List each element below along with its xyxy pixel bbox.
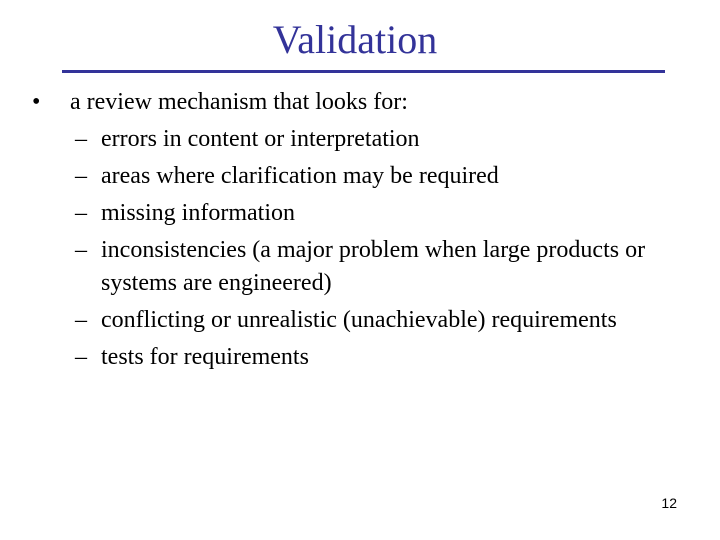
bullet-item — [32, 84, 692, 121]
sub-bullet-item — [32, 232, 692, 302]
title-underline — [62, 70, 665, 73]
dash-icon: – — [75, 200, 87, 226]
bullet-icon: • — [32, 89, 41, 115]
sub-bullet-item — [32, 302, 692, 339]
sub-bullet-text: inconsistencies (a major problem when large products or systems are engineered) — [101, 237, 646, 296]
slide-body — [32, 84, 692, 376]
dash-icon: – — [75, 126, 87, 152]
sub-bullet-item — [32, 121, 692, 158]
dash-icon: – — [75, 237, 87, 263]
sub-bullet-list — [32, 121, 692, 376]
sub-bullet-text: errors in content or interpretation — [101, 126, 420, 152]
dash-icon: – — [75, 344, 87, 370]
sub-bullet-text: conflicting or unrealistic (unachievable) requirements — [101, 307, 617, 333]
dash-icon: – — [75, 307, 87, 333]
bullet-text: a review mechanism that looks for: — [70, 89, 408, 115]
dash-icon: – — [75, 163, 87, 189]
sub-bullet-item — [32, 158, 692, 195]
sub-bullet-text: missing information — [101, 200, 295, 226]
sub-bullet-item — [32, 339, 692, 376]
sub-bullet-text: areas where clarification may be required — [101, 163, 499, 189]
slide-title: Validation — [272, 17, 438, 62]
sub-bullet-item — [32, 195, 692, 232]
page-number: 12 — [661, 495, 677, 511]
sub-bullet-text: tests for requirements — [101, 344, 309, 370]
